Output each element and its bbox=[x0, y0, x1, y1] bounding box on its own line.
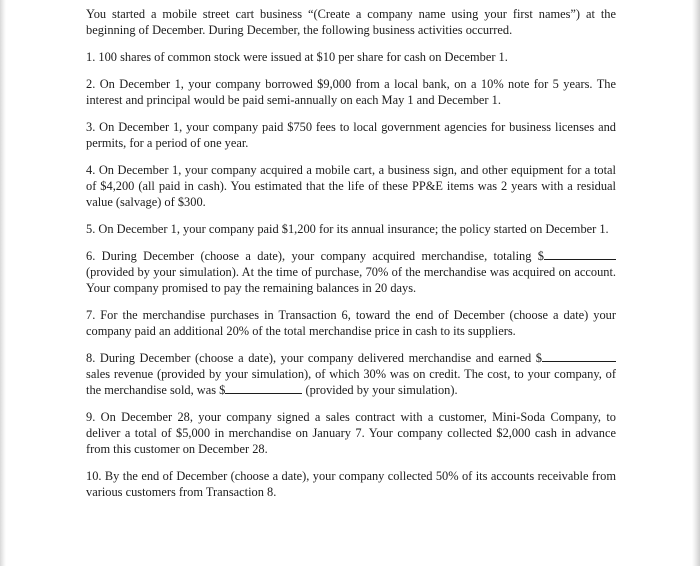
transaction-6-text-end: (provided by your simulation). At the time of purchase, 70% of the merchandise was acquired on account. Your company promised to pay the remaining balances in 20 days. bbox=[86, 265, 616, 295]
transaction-2: 2. On December 1, your company borrowed $9,000 from a local bank, on a 10% note for 5 years. The interest and principal would be paid semi-annually on each May 1 and December 1. bbox=[86, 77, 616, 107]
problem-document bbox=[86, 6, 616, 511]
sales-revenue-blank bbox=[542, 350, 616, 362]
transaction-1: 1. 100 shares of common stock were issued at $10 per share for cash on December 1. bbox=[86, 50, 508, 64]
transaction-3: 3. On December 1, your company paid $750 fees to local government agencies for business licenses and permits, for a period of one year. bbox=[86, 120, 616, 150]
transaction-8-text-part3: (provided by your simulation). bbox=[302, 383, 458, 397]
transaction-5: 5. On December 1, your company paid $1,200 for its annual insurance; the policy started on December 1. bbox=[86, 222, 609, 236]
transaction-10: 10. By the end of December (choose a date), your company collected 50% of its accounts receivable from various customers from Transaction 8. bbox=[86, 469, 616, 499]
transaction-8-text-part2: sales revenue (provided by your simulation), of which 30% was on credit. The cost, to your company, of the merchandise sold, was $ bbox=[86, 367, 616, 397]
transaction-4: 4. On December 1, your company acquired a mobile cart, a business sign, and other equipment for a total of $4,200 (all paid in cash). You estimated that the life of these PP&E items was 2 years with a residual value (salvage) of $300. bbox=[86, 163, 616, 209]
transaction-6 bbox=[86, 248, 616, 296]
intro-paragraph: You started a mobile street cart business “(Create a company name using your first names”) at the beginning of December. During December, the following business activities occurred. bbox=[86, 7, 616, 37]
cost-of-goods-blank bbox=[225, 382, 302, 394]
transaction-8 bbox=[86, 350, 616, 398]
transaction-6-text-start: 6. During December (choose a date), your company acquired merchandise, totaling $ bbox=[86, 249, 544, 263]
transaction-7: 7. For the merchandise purchases in Transaction 6, toward the end of December (choose a date) your company paid an additional 20% of the total merchandise price in cash to its suppliers. bbox=[86, 308, 616, 338]
page-shadow-left bbox=[0, 0, 6, 566]
merchandise-amount-blank bbox=[544, 248, 616, 260]
page-shadow-right bbox=[692, 0, 700, 566]
transaction-8-text-part1: 8. During December (choose a date), your company delivered merchandise and earned $ bbox=[86, 351, 542, 365]
transaction-9: 9. On December 28, your company signed a sales contract with a customer, Mini-Soda Company, to deliver a total of $5,000 in merchandise on January 7. Your company collected $2,000 cash in advance from this customer on December 28. bbox=[86, 410, 616, 456]
